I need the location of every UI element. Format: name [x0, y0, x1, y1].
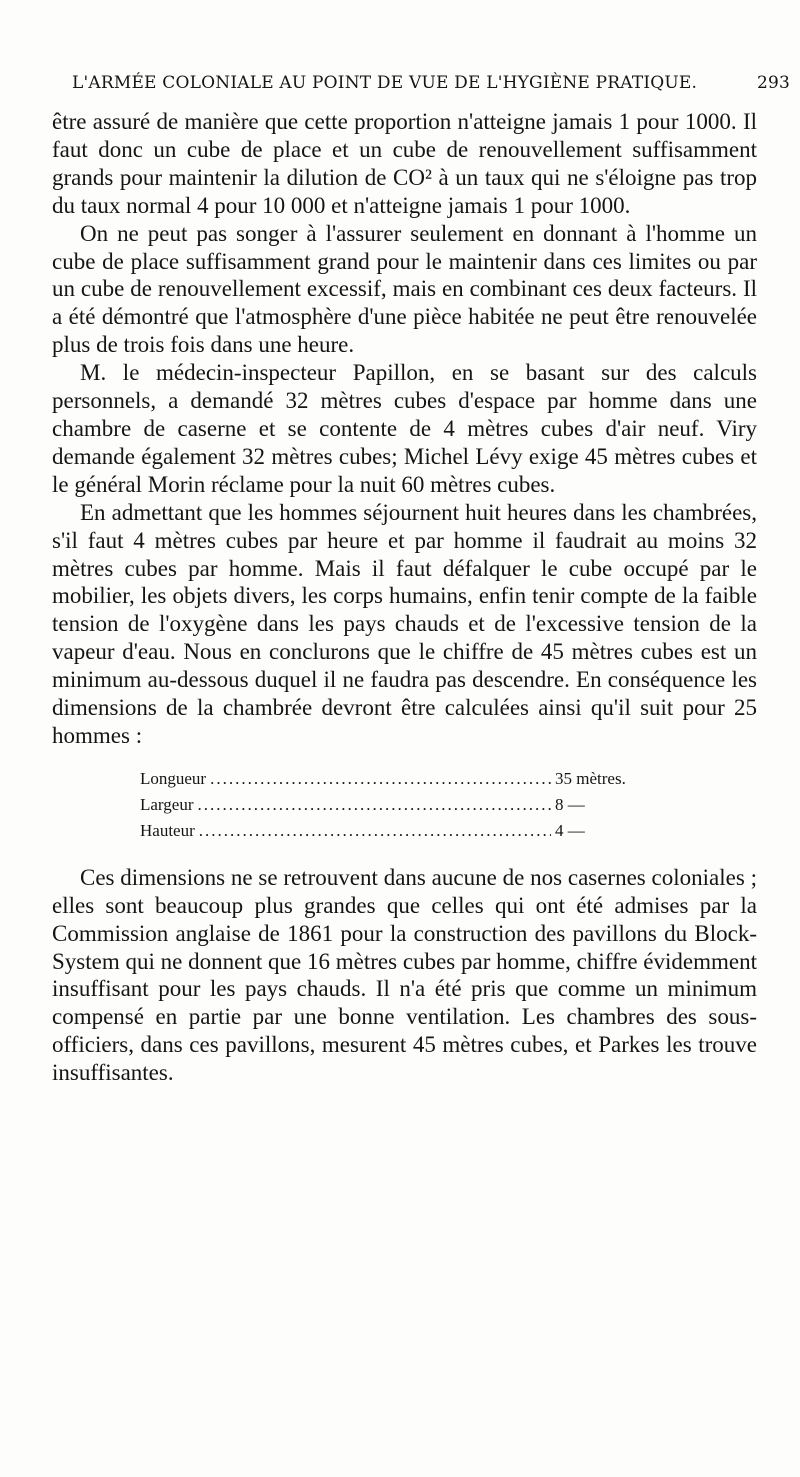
dot-leader — [199, 818, 551, 844]
dimension-row-longueur — [140, 766, 650, 792]
paragraph: être assuré de manière que cette proportion n'atteigne jamais 1 pour 1000. Il faut donc un cube de place et un cube de renouvellement suffisamment grands pour maintenir la dilution de CO² à un taux qui ne s'éloigne pas trop du taux normal 4 pour 10 000 et n'atteigne jamais 1 pour 1000. — [52, 109, 757, 218]
paragraph: Ces dimensions ne se retrouvent dans aucune de nos casernes coloniales ; elles sont beaucoup plus grandes que celles qui ont été admises par la Commission anglaise de 1861 pour la construction des pavillons du Block-System qui ne donnent que 16 mètres cubes par homme, chiffre évidemment insuffisant pour les pays chauds. Il n'a été pris que comme un minimum compensé en partie par une bonne ventilation. Les chambres des sous-officiers, dans ces pavillons, mesurent 45 mètres cubes, et Parkes les trouve insuffisantes. — [52, 864, 757, 1086]
dimension-row-largeur — [140, 792, 650, 818]
dimension-label: Largeur — [140, 794, 194, 814]
running-head — [58, 73, 790, 97]
dimensions-table — [52, 766, 757, 844]
dot-leader — [210, 766, 551, 792]
paragraph: On ne peut pas songer à l'assurer seulement en donnant à l'homme un cube de place suffisamment grand pour le maintenir dans ces limites ou par un cube de renouvellement excessif, mais en combinant ces deux facteurs. Il a été démontré que l'atmosphère d'une pièce habitée ne peut être renouvelée plus de trois fois dans une heure. — [52, 220, 757, 358]
paragraph: En admettant que les hommes séjournent huit heures dans les chambrées, s'il faut 4 mètres cubes par heure et par homme il faudrait au moins 32 mètres cubes par homme. Mais il faut défalquer le cube occupé par le mobilier, les objets divers, les corps humains, enfin tenir compte de la faible tension de l'oxygène dans les pays chauds et de l'excessive tension de la vapeur d'eau. Nous en conclurons que le chiffre de 45 mètres cubes est un minimum au-dessous duquel il ne faudra pas descendre. En conséquence les dimensions de la chambrée devront être calculées ainsi qu'il suit pour 25 hommes : — [52, 499, 757, 748]
dimension-label: Longueur — [140, 768, 207, 788]
paragraph: M. le médecin-inspecteur Papillon, en se basant sur des calculs personnels, a demandé 32 mètres cubes d'espace par homme dans une chambre de caserne et se contente de 4 mètres cubes d'air neuf. Viry demande également 32 mètres cubes; Michel Lévy exige 45 mètres cubes et le général Morin réclame pour la nuit 60 mètres cubes. — [52, 360, 757, 497]
running-title: L'ARMÉE COLONIALE AU POINT DE VUE DE L'HYGIÈNE PRATIQUE. — [72, 73, 698, 93]
dimension-value: 4 — — [555, 820, 585, 840]
dot-leader — [198, 792, 552, 818]
dimension-value: 8 — — [555, 794, 585, 814]
body-text — [52, 108, 757, 1087]
page-number: 293 — [756, 73, 790, 93]
dimension-value: 35 mètres. — [555, 768, 626, 788]
dimension-label: Hauteur — [140, 820, 195, 840]
dimension-row-hauteur — [140, 818, 650, 844]
